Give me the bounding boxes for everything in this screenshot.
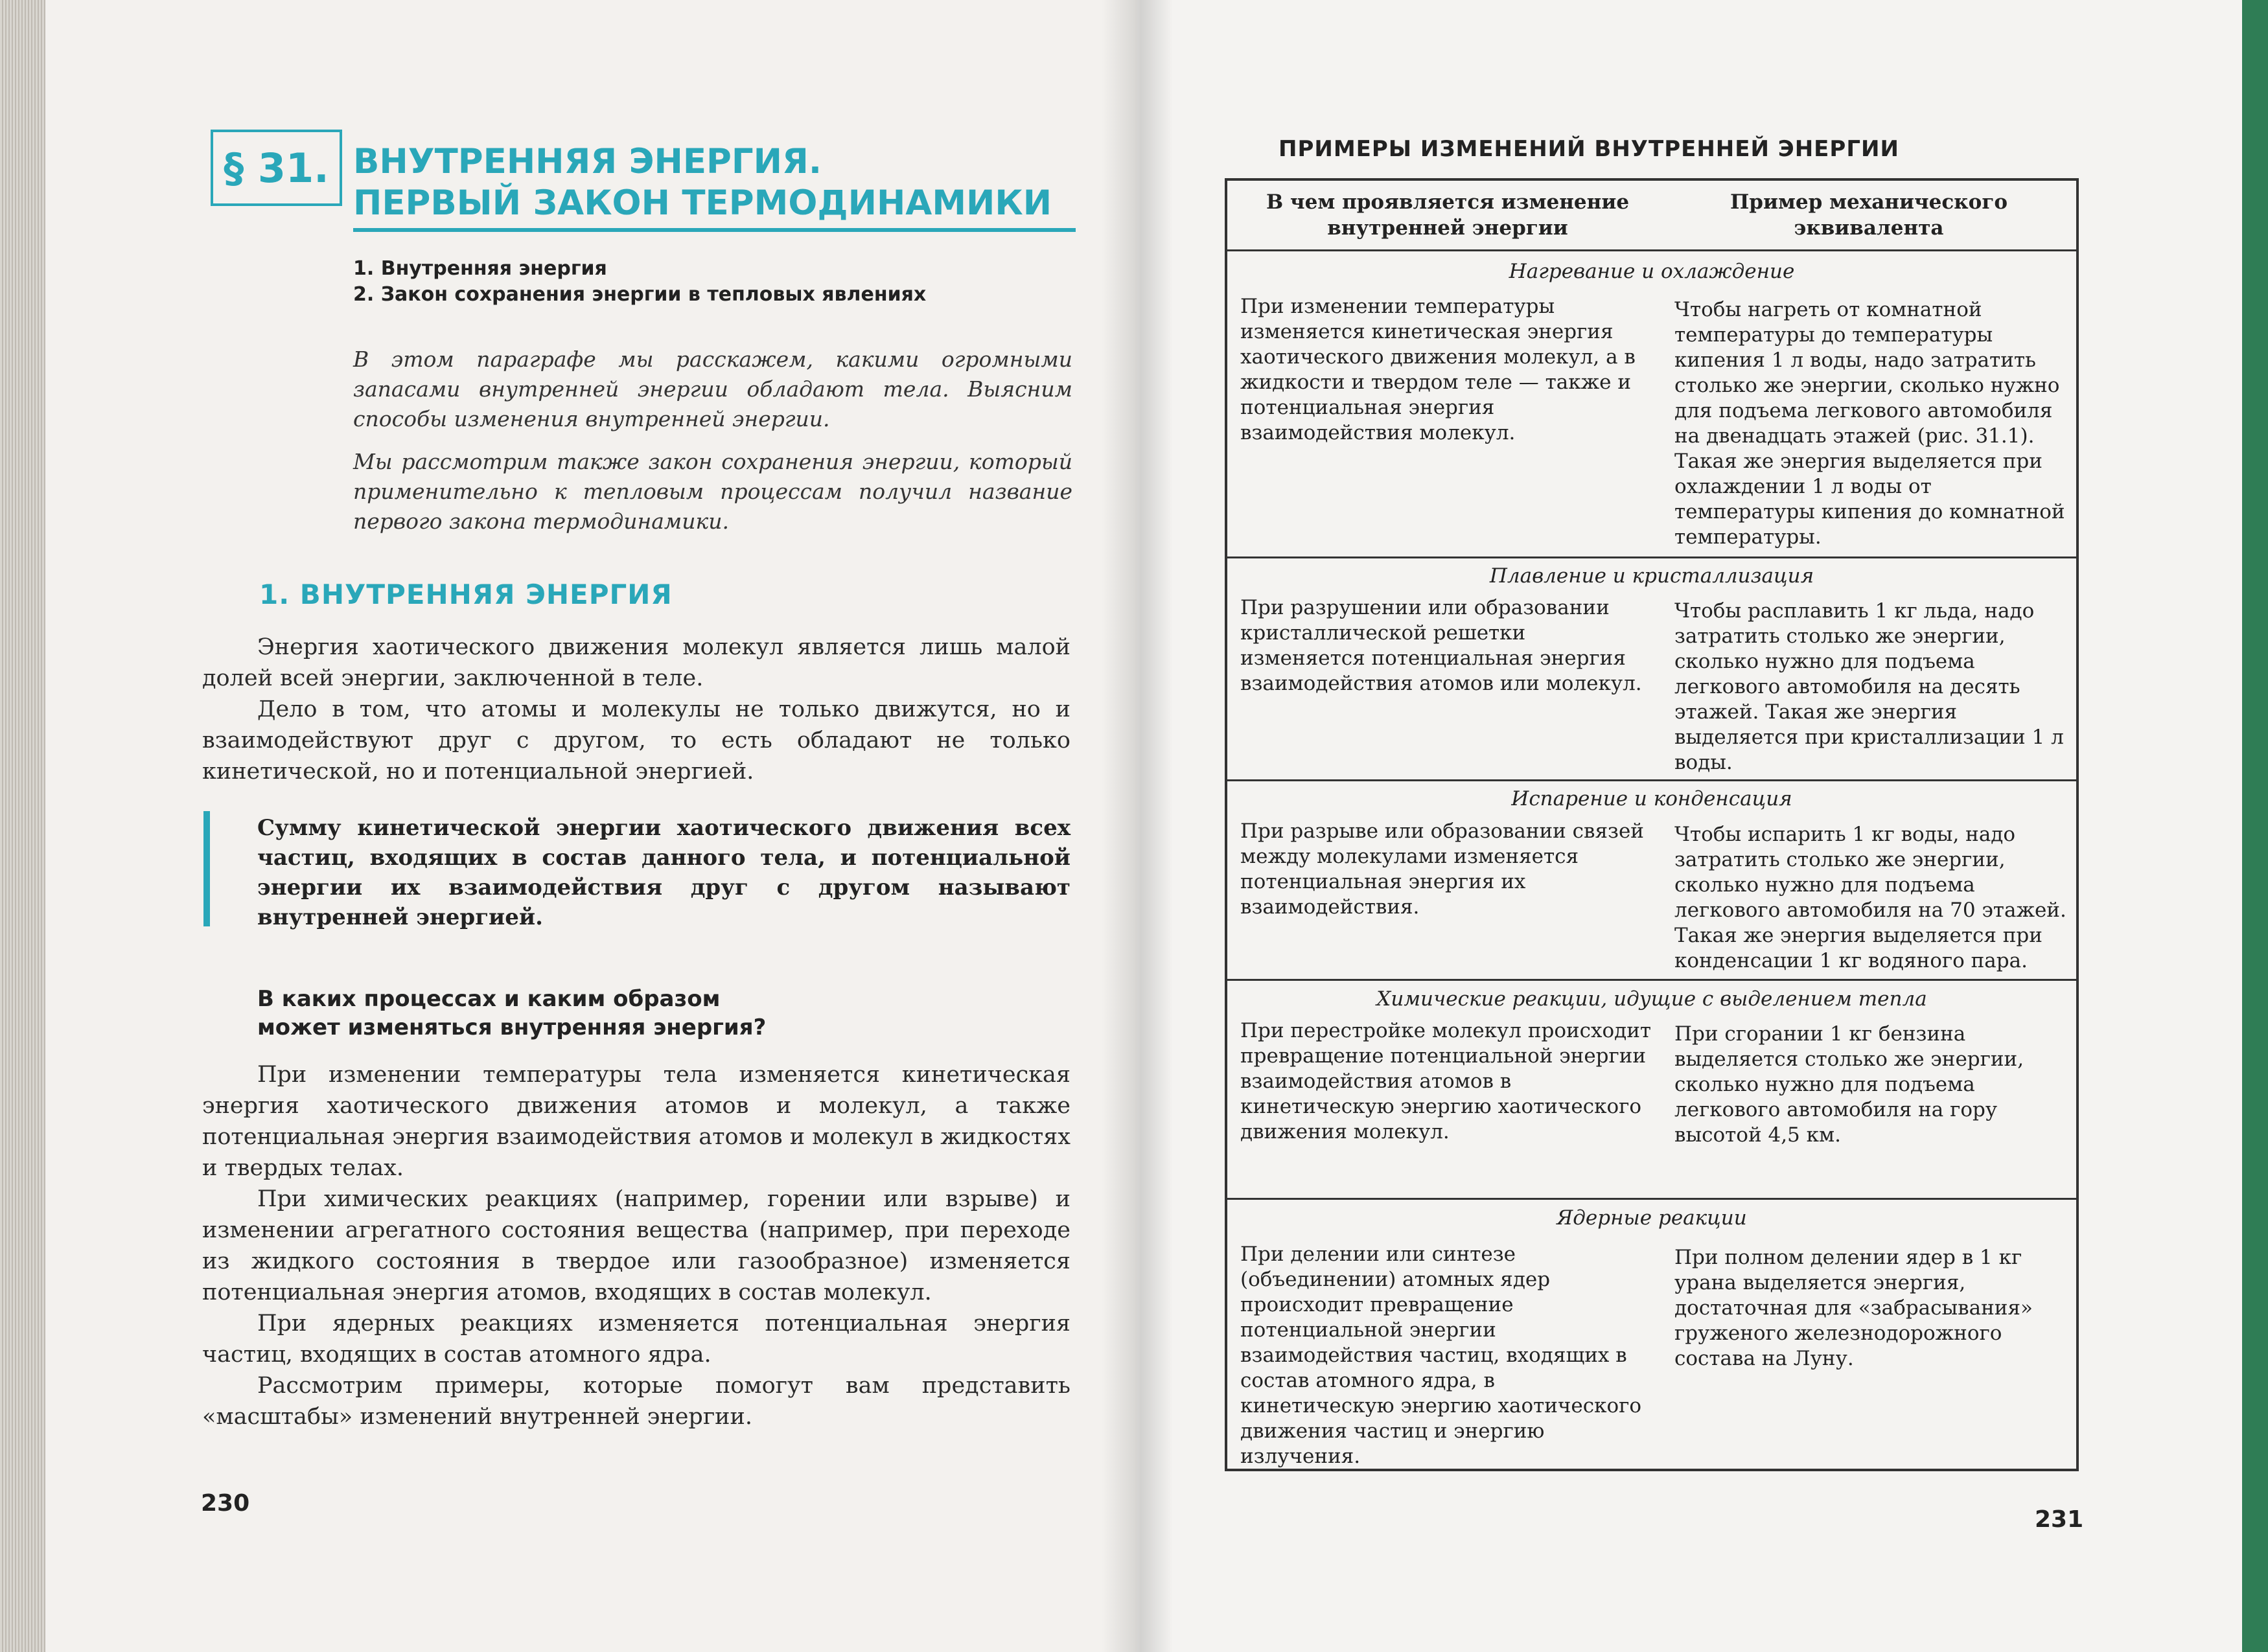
book-gutter — [1102, 0, 1173, 1652]
subheading: 1. ВНУТРЕННЯЯ ЭНЕРГИЯ — [259, 579, 673, 610]
table-cell: При сгорании 1 кг бензина выделяется столько же энергии, сколько нужно для подъема легкового автомобиля на гору высотой 4,5 км. — [1674, 1022, 2024, 1147]
toc-item: 1. Внутренняя энергия — [353, 257, 607, 280]
table-cell: При перестройке молекул происходит превращение потенциальной энергии взаимодействия атомов в кинетическую энергию хаотического движения молекул. — [1240, 1019, 1652, 1143]
question-heading — [257, 985, 766, 1042]
column-header: Пример механического эквивалента — [1730, 190, 2008, 240]
paragraph: Рассмотрим примеры, которые помогут вам представить «масштабы» изменений внутренней энергии. — [202, 1373, 1070, 1430]
category-label: Плавление и кристаллизация — [1489, 564, 1814, 588]
definition-bar — [203, 811, 210, 926]
table-cell: При разрыве или образовании связей между молекулами изменяется потенциальная энергия их взаимодействия. — [1240, 820, 1644, 919]
intro-paragraph: Мы рассмотрим также закон сохранения энергии, который применительно к тепловым процессам получил название первого закона термодинамики. — [353, 449, 1072, 534]
table-cell: При делении или синтезе (объединении) атомных ядер происходит превращение потенциальной энергии взаимодействия частиц, входящих в состав атомного ядра, в кинетическую энергию хаотического движения частиц и энергию излучения. — [1240, 1243, 1642, 1468]
section-title-line2: ПЕРВЫЙ ЗАКОН ТЕРМОДИНАМИКИ — [353, 183, 1052, 223]
table-cell: При полном делении ядер в 1 кг урана выделяется энергия, достаточная для «забрасывания» груженого железнодорожного состава на Луну. — [1674, 1246, 2033, 1370]
category-label: Испарение и конденсация — [1511, 787, 1792, 810]
column-header: В чем проявляется изменение внутренней энергии — [1266, 190, 1630, 240]
section-title — [353, 141, 1079, 224]
category-label: Нагревание и охлаждение — [1509, 260, 1795, 283]
table-cell: Чтобы испарить 1 кг воды, надо затратить столько же энергии, сколько нужно для подъема легкового автомобиля на 70 этажей. Такая же энергия выделяется при конденсации 1 кг водяного пара. — [1674, 823, 2066, 972]
definition-text: Сумму кинетической энергии хаотического движения всех частиц, входящих в состав данного тела, и потенциальной энергии их взаимодействия друг с другом называют внутренней энергией. — [257, 815, 1070, 930]
examples-table — [1225, 178, 2079, 1471]
question-line: может изменяться внутренняя энергия? — [257, 1015, 767, 1040]
row-divider — [1227, 779, 2076, 781]
page-number: 230 — [201, 1490, 250, 1517]
section-title-line1: ВНУТРЕННЯЯ ЭНЕРГИЯ. — [353, 142, 822, 181]
row-divider — [1227, 556, 2076, 558]
header-divider — [1227, 249, 2076, 251]
page-number: 231 — [2035, 1506, 2084, 1533]
toc-item: 2. Закон сохранения энергии в тепловых явлениях — [353, 283, 927, 306]
paragraph: Энергия хаотического движения молекул является лишь малой долей всей энергии, заключенной в теле. — [202, 634, 1070, 691]
paragraph: При изменении температуры тела изменяется кинетическая энергия хаотического движения атомов и молекул, а также потенциальная энергия взаимодействия атомов и молекул в жидкостях и твердых телах. — [202, 1062, 1070, 1181]
category-label: Ядерные реакции — [1556, 1206, 1747, 1230]
table-cell: Чтобы нагреть от комнатной температуры до температуры кипения 1 л воды, надо затратить столько же энергии, сколько нужно для подъема легкового автомобиля на двенадцать этажей (рис. 31.1). Такая же энергия выделяется при охлаждении 1 л воды от температуры кипения до комнатной температуры. — [1674, 298, 2065, 549]
section-contents — [353, 256, 926, 308]
paragraph: Дело в том, что атомы и молекулы не только движутся, но и взаимодействуют друг с другом, то есть обладают не только кинетической, но и потенциальной энергией. — [202, 696, 1070, 785]
table-cell: Чтобы расплавить 1 кг льда, надо затратить столько же энергии, сколько нужно для подъема легкового автомобиля на десять этажей. Такая же энергия выделяется при кристаллизации 1 л воды. — [1674, 599, 2064, 774]
table-title: ПРИМЕРЫ ИЗМЕНЕНИЙ ВНУТРЕННЕЙ ЭНЕРГИИ — [1279, 136, 1899, 162]
intro-text — [353, 345, 1072, 549]
table-cell: При изменении температуры изменяется кинетическая энергия хаотического движения молекул, а в жидкости и твердом теле — также и потенциальная энергия взаимодействия молекул. — [1240, 295, 1636, 444]
title-rule — [353, 228, 1076, 232]
intro-paragraph: В этом параграфе мы расскажем, какими огромными запасами внутренней энергии обладают тела. Выясним способы изменения внутренней энергии. — [353, 347, 1072, 431]
page-edges — [0, 0, 45, 1652]
section-number: § 31. — [211, 130, 342, 206]
paragraph: При химических реакциях (например, горении или взрыве) и изменении агрегатного состояния вещества (например, при переходе из жидкого состояния в твердое или газообразное) изменяется потенциальная энергия атомов, входящих в состав молекул. — [202, 1186, 1070, 1305]
question-line: В каких процессах и каким образом — [257, 986, 721, 1012]
body-text-top — [202, 632, 1070, 787]
body-text-bottom — [202, 1059, 1070, 1432]
row-divider — [1227, 979, 2076, 981]
table-cell: При разрушении или образовании кристаллической решетки изменяется потенциальная энергия взаимодействия атомов или молекул. — [1240, 596, 1642, 695]
paragraph: При ядерных реакциях изменяется потенциальная энергия частиц, входящих в состав атомного ядра. — [202, 1311, 1070, 1368]
row-divider — [1227, 1198, 2076, 1200]
category-label: Химические реакции, идущие с выделением тепла — [1376, 987, 1927, 1011]
